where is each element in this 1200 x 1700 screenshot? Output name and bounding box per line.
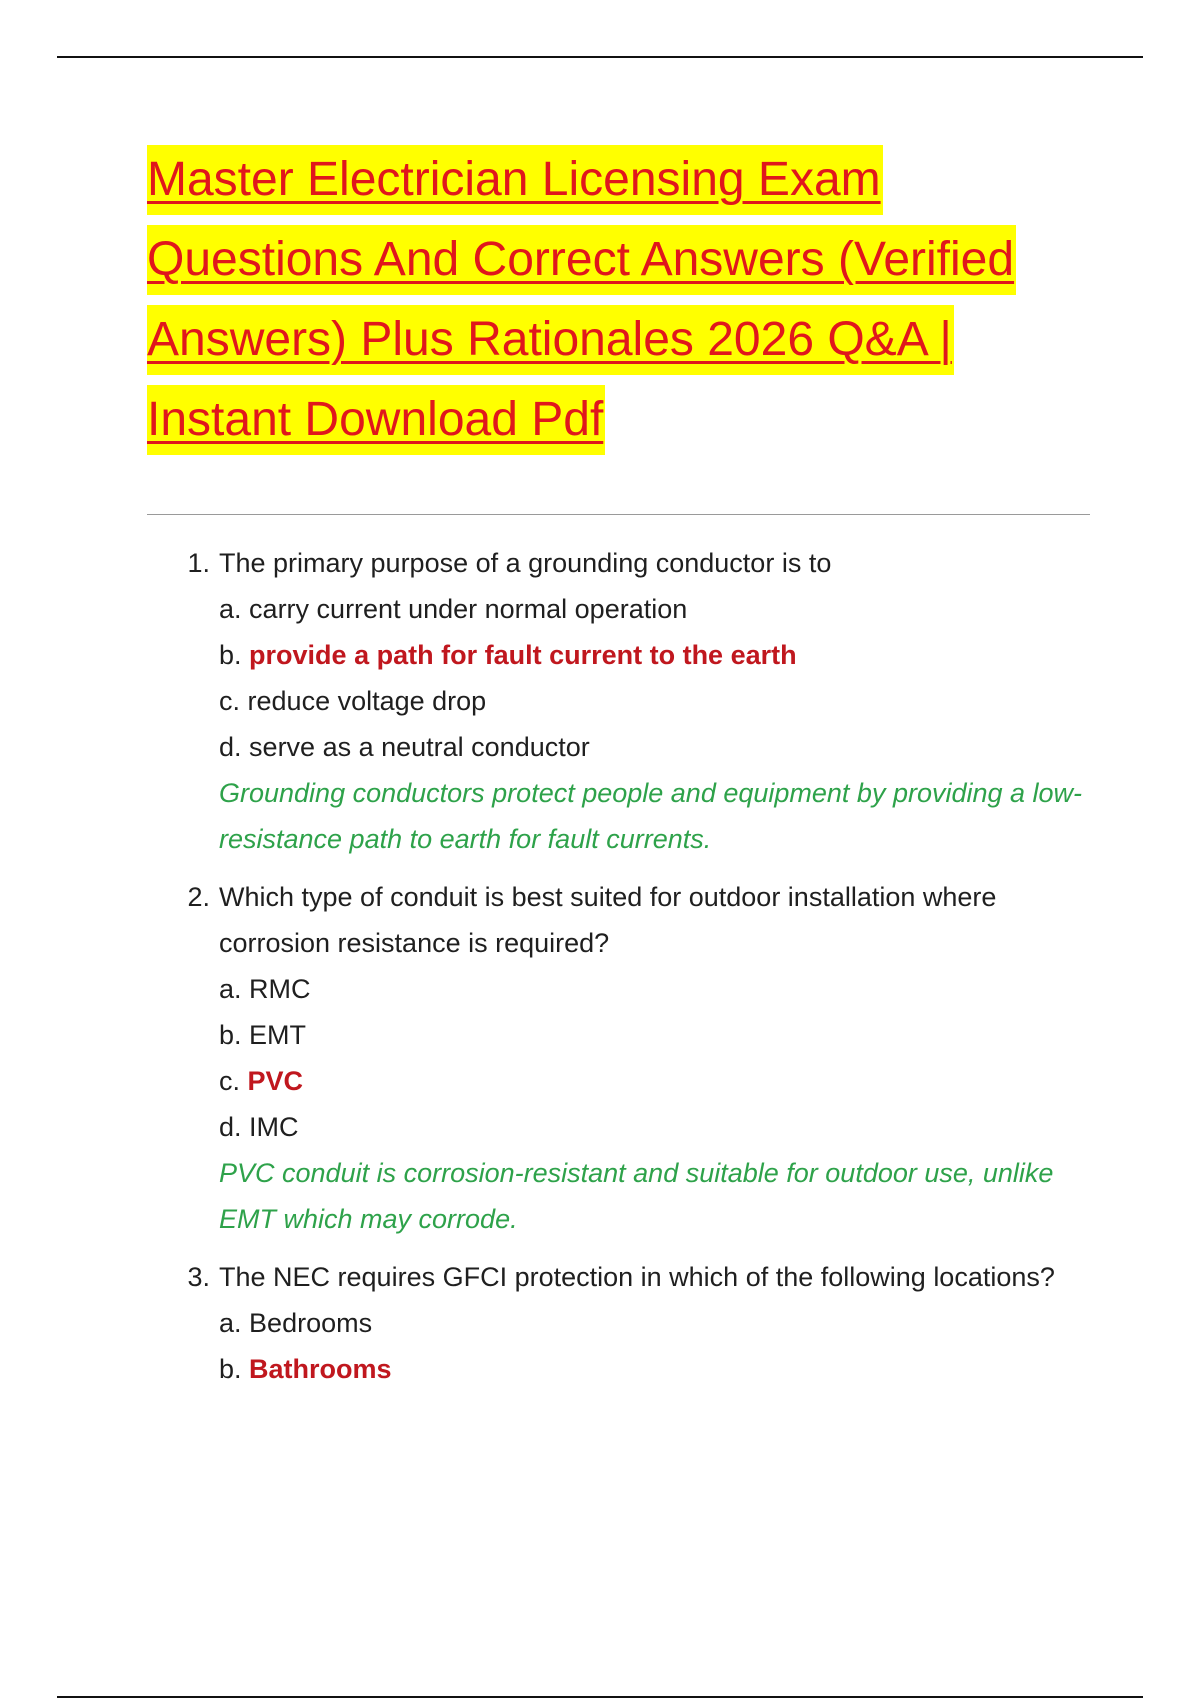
answer-option: d. serve as a neutral conductor <box>219 732 590 762</box>
answer-option-correct: c. PVC <box>219 1066 304 1096</box>
rationale-text: Grounding conductors protect people and equipment by providing a low-resistance path to earth for fault currents. <box>219 778 1083 854</box>
question-number: 1. <box>187 548 210 578</box>
answer-option-correct: b. Bathrooms <box>219 1354 392 1384</box>
question-text: Which type of conduit is best suited for outdoor installation where corrosion resistance is required? <box>219 882 997 958</box>
answer-option-correct: b. provide a path for fault current to the earth <box>219 640 797 670</box>
question-number: 2. <box>187 882 210 912</box>
answer-option: a. carry current under normal operation <box>219 594 688 624</box>
rationale-text: PVC conduit is corrosion-resistant and suitable for outdoor use, unlike EMT which may corrode. <box>219 1158 1054 1234</box>
answer-option: d. IMC <box>219 1112 299 1142</box>
answer-option: b. EMT <box>219 1020 307 1050</box>
answer-option: a. Bedrooms <box>219 1308 373 1338</box>
section-divider <box>147 514 1090 515</box>
answer-option-text: carry current under normal operation <box>249 594 688 624</box>
title-line-1: Master Electrician Licensing Exam <box>147 145 883 215</box>
question-2 <box>147 874 1107 1242</box>
title-line-4: Instant Download Pdf <box>147 385 605 455</box>
answer-option-text: Bedrooms <box>249 1308 373 1338</box>
answer-option-text: RMC <box>249 974 311 1004</box>
answer-option-text: reduce voltage drop <box>247 686 487 716</box>
answer-option: a. RMC <box>219 974 311 1004</box>
question-3 <box>147 1254 1107 1392</box>
bottom-rule <box>57 1696 1143 1698</box>
correct-answer-text: provide a path for fault current to the earth <box>249 640 797 670</box>
title-line-2: Questions And Correct Answers (Verified <box>147 225 1016 295</box>
title-line-3: Answers) Plus Rationales 2026 Q&A | <box>147 305 954 375</box>
answer-option-text: IMC <box>249 1112 299 1142</box>
top-rule <box>57 56 1143 58</box>
question-text: The NEC requires GFCI protection in which of the following locations? <box>219 1262 1055 1292</box>
document-title <box>147 145 1097 465</box>
answer-option: c. reduce voltage drop <box>219 686 487 716</box>
correct-answer-text: PVC <box>247 1066 304 1096</box>
answer-option-text: EMT <box>249 1020 307 1050</box>
correct-answer-text: Bathrooms <box>249 1354 392 1384</box>
question-number: 3. <box>187 1262 210 1292</box>
question-list <box>147 540 1107 1404</box>
question-1 <box>147 540 1107 862</box>
question-text: The primary purpose of a grounding conductor is to <box>219 548 832 578</box>
answer-option-text: serve as a neutral conductor <box>249 732 590 762</box>
